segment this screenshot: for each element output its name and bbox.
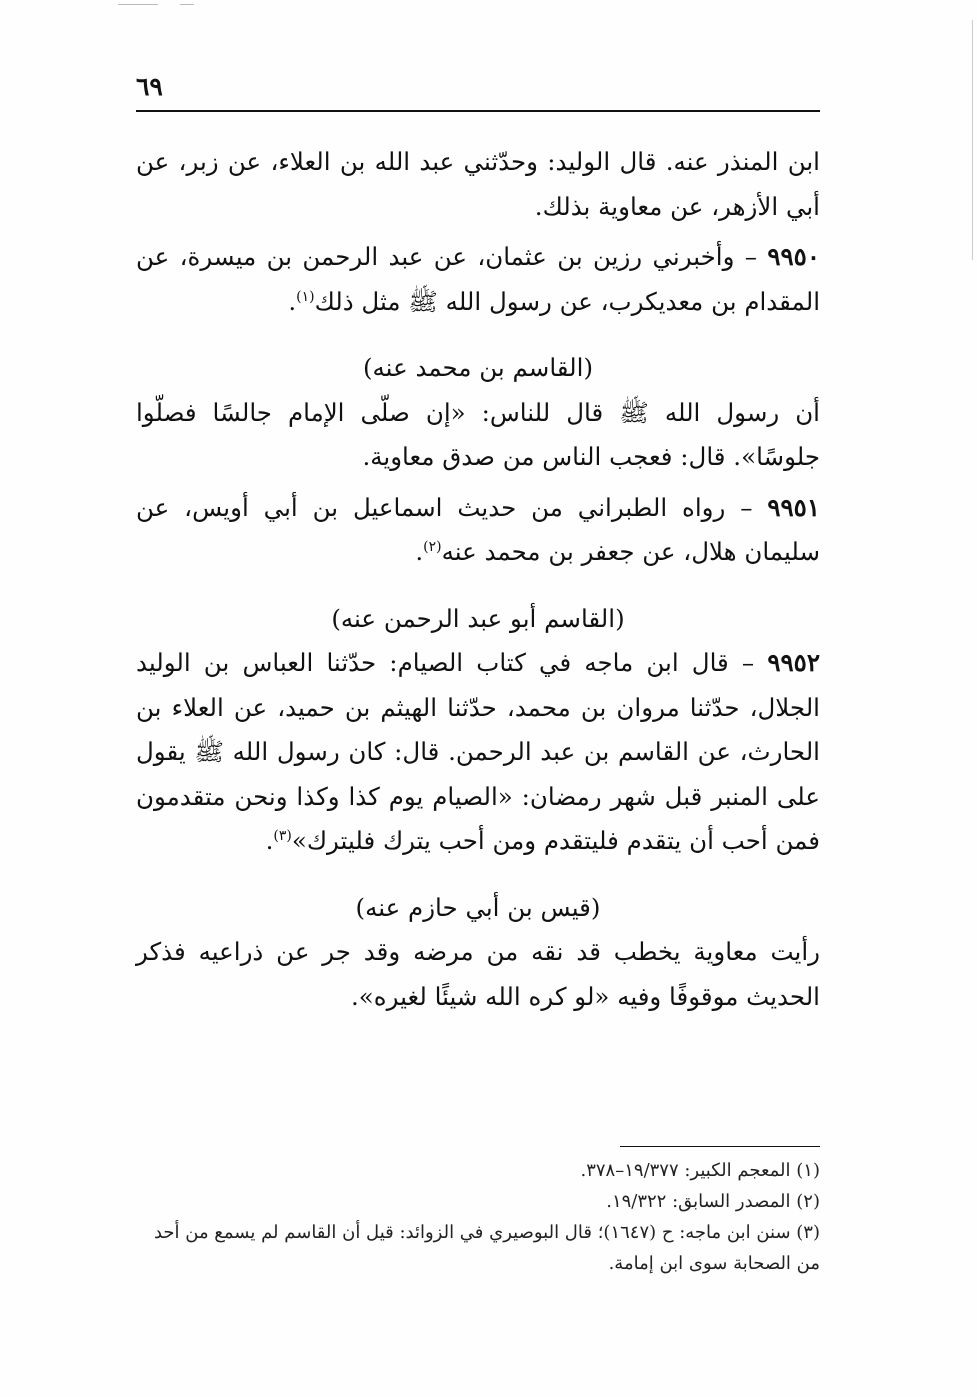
paragraph-numbered (136, 235, 820, 324)
paragraph-text: – وأخبرني رزين بن عثمان، عن عبد الرحمن بن ميسرة، عن المقدام بن معديكرب، عن رسول الله ﷺ مثل ذلك (136, 242, 820, 316)
section-heading: (قيس بن أبي حازم عنه) (355, 892, 601, 922)
footnote-ref: (٣) (273, 827, 292, 844)
footnote: (٢) المصدر السابق: ١٩/٣٢٢. (606, 1191, 820, 1212)
footnote-rule (620, 1146, 820, 1147)
section-heading: (القاسم أبو عبد الرحمن عنه) (331, 603, 625, 633)
paragraph-end: . (265, 826, 274, 855)
footnote-ref: (٢) (423, 538, 442, 555)
footnote: (١) المعجم الكبير: ١٩/٣٧٧–٣٧٨. (580, 1160, 820, 1181)
footnote-ref: (١) (296, 288, 315, 305)
main-text (136, 140, 820, 1019)
paragraph-end: . (288, 286, 297, 316)
paragraph-text: رأيت معاوية يخطب قد نقه من مرضه وقد جر عن ذراعيه فذكر الحديث موقوفًا وفيه «لو كره الله شيئًا لغيره». (136, 937, 820, 1011)
header-rule (136, 110, 820, 112)
paragraph-numbered (136, 486, 820, 575)
paragraph (136, 140, 820, 229)
paragraph-numbered (136, 641, 820, 864)
footnote: (٣) سنن ابن ماجه: ح (١٦٤٧)؛ قال البوصيري في الزوائد: قيل أن القاسم لم يسمع من أحد من الصحابة سوى ابن إمامة. (153, 1222, 820, 1274)
hadith-number: ٩٩٥١ (767, 492, 820, 522)
paragraph-text: ابن المنذر عنه. قال الوليد: وحدّثني عبد الله بن العلاء، عن زبر، عن أبي الأزهر، عن معاوية بذلك. (136, 147, 820, 221)
scan-artifact-line (118, 4, 158, 5)
footnotes (136, 1155, 820, 1279)
section-heading: (القاسم بن محمد عنه) (362, 353, 594, 382)
paragraph-text: – قال ابن ماجه في كتاب الصيام: حدّثنا العباس بن الوليد الجلال، حدّثنا مروان بن محمد، حدّثنا الهيثم بن حميد، عن العلاء بن الحارث، عن القاسم بن عبد الرحمن. قال: كان رسول الله ﷺ يقول على المنبر قبل شهر رمضان: «الصيام يوم كذا وكذا ونحن متقدمون فمن أحب أن يتقدم فليتقدم ومن أحب يترك فليترك» (136, 648, 820, 855)
scan-artifact-line (180, 4, 194, 5)
scan-edge-line (972, 20, 973, 260)
paragraph-text: – رواه الطبراني من حديث اسماعيل بن أبي أويس، عن سليمان هلال، عن جعفر بن محمد عنه (136, 492, 820, 566)
paragraph-text: أن رسول الله ﷺ قال للناس: «إن صلّى الإمام جالسًا فصلّوا جلوسًا». قال: فعجب الناس من صدق معاوية. (136, 397, 820, 471)
hadith-number: ٩٩٥٠ (767, 242, 820, 271)
paragraph (136, 391, 820, 480)
page-number: ٦٩ (136, 72, 163, 101)
paragraph (136, 930, 820, 1019)
paragraph-end: . (415, 537, 424, 566)
hadith-number: ٩٩٥٢ (767, 648, 820, 677)
